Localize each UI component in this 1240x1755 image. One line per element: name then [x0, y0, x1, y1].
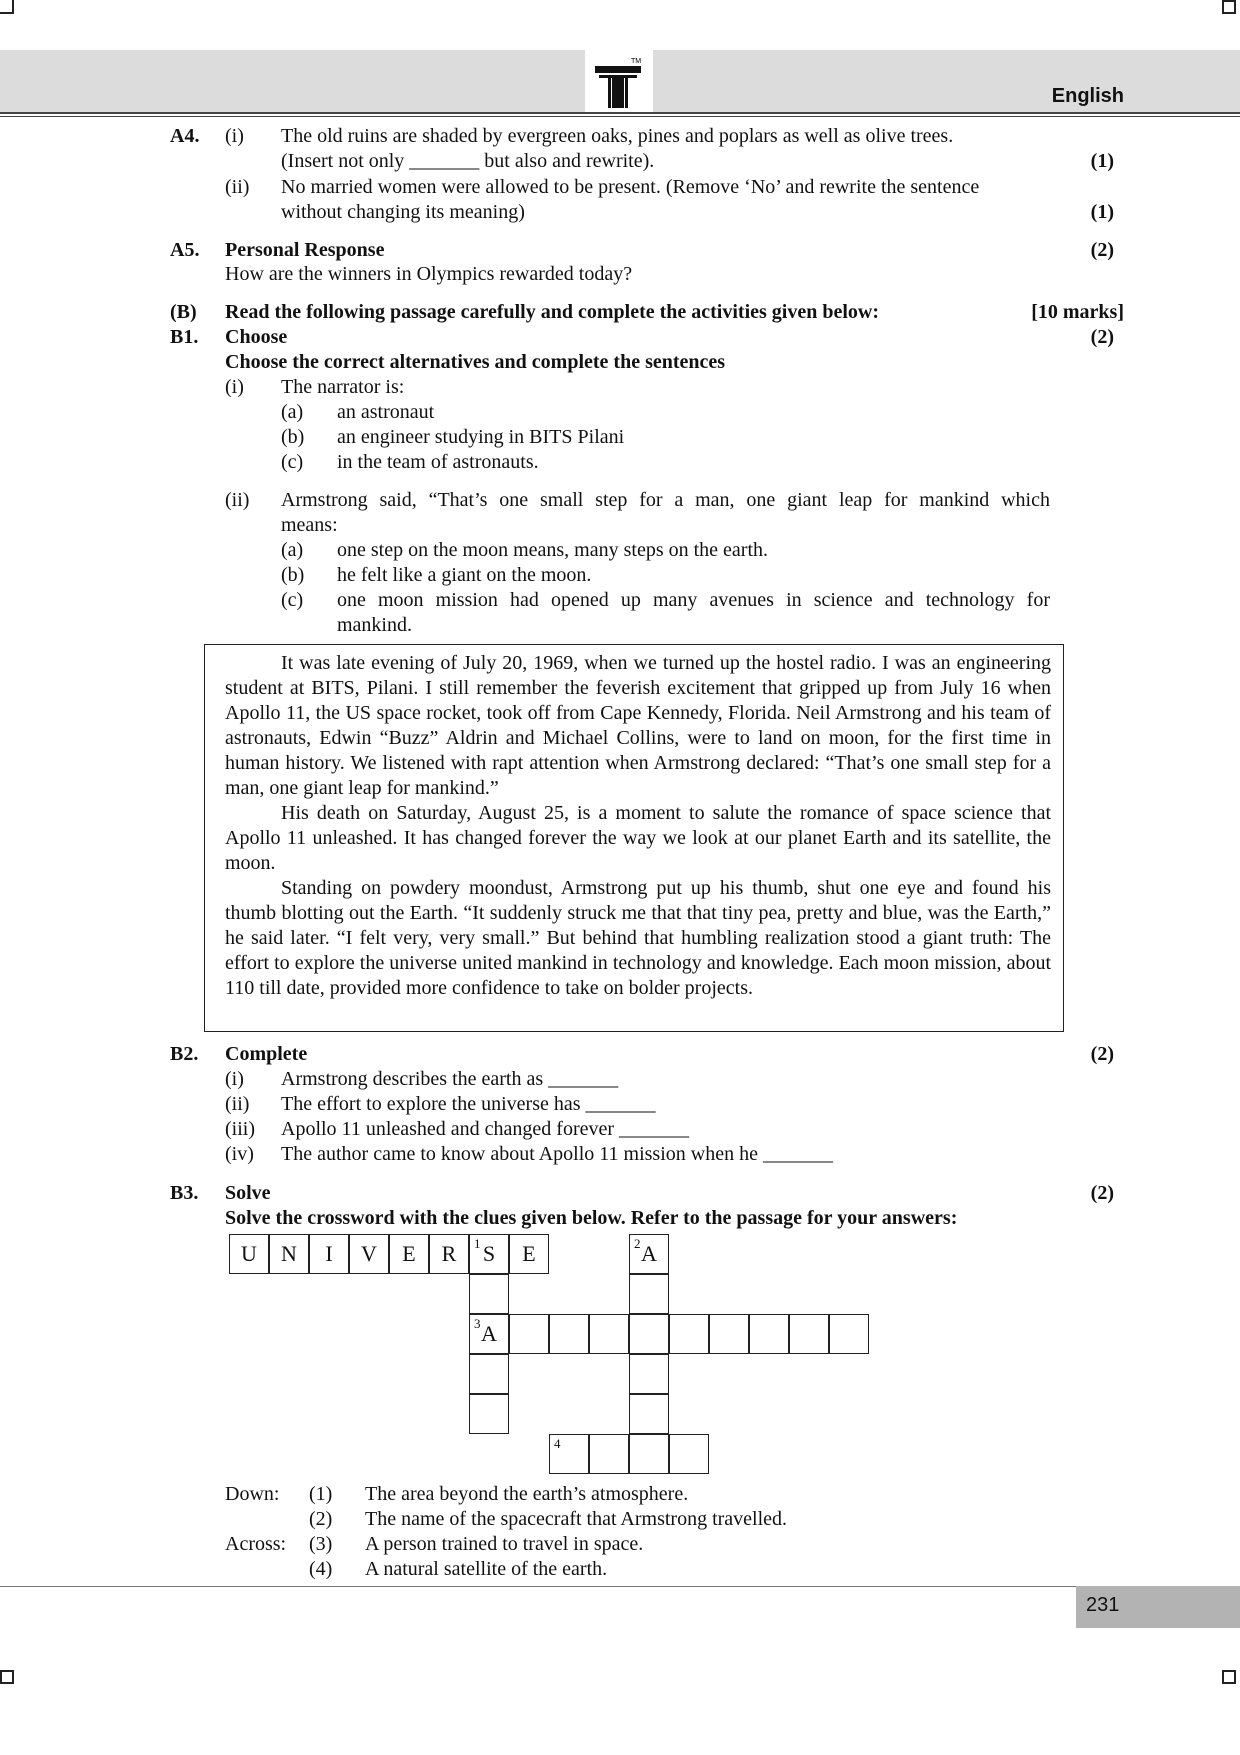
clue-text: The area beyond the earth’s atmosphere. [365, 1483, 689, 1505]
footer-rule [0, 1586, 1240, 1587]
clue-group-label: Down: [225, 1483, 280, 1505]
clue-group-label: Across: [225, 1533, 287, 1555]
question-text: No married women were allowed to be present. (Remove ‘No’ and rewrite the sentence [281, 176, 980, 198]
item-label: (iii) [225, 1118, 255, 1140]
crop-mark-bottom-left [0, 1670, 14, 1684]
crop-mark-top-right [1222, 0, 1236, 14]
clue-text: A natural satellite of the earth. [365, 1558, 608, 1580]
cell-letter: I [325, 1241, 333, 1266]
question-text: The effort to explore the universe has _______ [281, 1093, 656, 1115]
question-text: The author came to know about Apollo 11 mission when he _______ [281, 1143, 833, 1165]
marks: (2) [1090, 1182, 1114, 1204]
section-marks: [10 marks] [1031, 301, 1124, 323]
question-number: B3. [170, 1182, 199, 1204]
crossword-cell[interactable] [629, 1434, 669, 1474]
option-text: in the team of astronauts. [337, 451, 539, 473]
item-label: (i) [225, 1068, 244, 1090]
crossword-cell[interactable] [269, 1234, 309, 1274]
question-text: Apollo 11 unleashed and changed forever _______ [281, 1118, 690, 1140]
question-number: A5. [170, 239, 200, 261]
question-text: without changing its meaning) [281, 201, 525, 223]
section-title: Personal Response [225, 239, 385, 261]
crossword-cell[interactable] [629, 1234, 669, 1274]
option-text: one moon mission had opened up many avenues in science and technology for [337, 589, 1050, 611]
marks: (1) [1090, 201, 1114, 223]
crossword-cell[interactable] [629, 1354, 669, 1394]
clue-number: 4 [554, 1436, 561, 1451]
marks: (2) [1090, 239, 1114, 261]
crossword-cell[interactable] [589, 1314, 629, 1354]
svg-text:TM: TM [631, 58, 642, 65]
clue-label: (3) [309, 1533, 333, 1555]
crossword-cell[interactable] [509, 1314, 549, 1354]
clue-label: (1) [309, 1483, 333, 1505]
cell-letter: N [281, 1241, 297, 1266]
header-rule-thin [0, 116, 1240, 117]
crossword-cell[interactable] [309, 1234, 349, 1274]
crossword-cell[interactable] [629, 1314, 669, 1354]
section-title: Choose [225, 326, 288, 348]
clue-label: (2) [309, 1508, 333, 1530]
cell-letter: A [641, 1241, 657, 1266]
cell-letter: V [361, 1241, 377, 1266]
crossword-cell[interactable] [469, 1234, 509, 1274]
crossword-cell[interactable] [349, 1234, 389, 1274]
cell-letter: U [241, 1241, 257, 1266]
crossword-cell[interactable] [469, 1394, 509, 1434]
crossword-cell[interactable] [629, 1274, 669, 1314]
option-text: mankind. [337, 614, 412, 636]
section-subtitle: Solve the crossword with the clues given below. Refer to the passage for your answers: [225, 1207, 958, 1229]
crossword-cell[interactable] [229, 1234, 269, 1274]
clue-text: A person trained to travel in space. [365, 1533, 644, 1555]
marks: (2) [1090, 1043, 1114, 1065]
question-text: means: [281, 514, 338, 536]
cell-letter: R [441, 1241, 457, 1266]
clue-number: 2 [634, 1236, 641, 1251]
crossword-cell[interactable] [469, 1354, 509, 1394]
crossword-cell[interactable] [469, 1274, 509, 1314]
question-text: Armstrong describes the earth as _______ [281, 1068, 619, 1090]
question-number: B2. [170, 1043, 199, 1065]
crossword-cell[interactable] [549, 1314, 589, 1354]
crossword-cell[interactable] [669, 1314, 709, 1354]
question-number: A4. [170, 125, 200, 147]
option-label: (c) [281, 589, 304, 611]
section-title: Complete [225, 1043, 308, 1065]
item-label: (iv) [225, 1143, 254, 1165]
clue-text: The name of the spacecraft that Armstrong travelled. [365, 1508, 788, 1530]
question-text: The old ruins are shaded by evergreen oaks, pines and poplars as well as olive trees. [281, 125, 954, 147]
section-title: Solve [225, 1182, 271, 1204]
item-label: (ii) [225, 489, 250, 511]
crop-mark-bottom-right [1222, 1670, 1236, 1684]
item-label: (ii) [225, 176, 250, 198]
crop-mark-top-left [0, 0, 14, 14]
option-text: he felt like a giant on the moon. [337, 564, 592, 586]
section-instruction: Read the following passage carefully and complete the activities given below: [225, 301, 880, 323]
crossword-cell[interactable] [829, 1314, 869, 1354]
crossword-cell[interactable] [749, 1314, 789, 1354]
crossword-cell[interactable] [389, 1234, 429, 1274]
crossword-cell[interactable] [589, 1434, 629, 1474]
crossword-cell[interactable] [429, 1234, 469, 1274]
option-text: one step on the moon means, many steps on the earth. [337, 539, 769, 561]
section-number: (B) [170, 301, 197, 323]
cell-letter: A [481, 1321, 497, 1346]
crossword-cell[interactable] [669, 1434, 709, 1474]
item-label: (ii) [225, 1093, 250, 1115]
cell-letter: E [402, 1241, 416, 1266]
marks: (1) [1090, 150, 1114, 172]
crossword-cell[interactable] [709, 1314, 749, 1354]
question-text: Armstrong said, “That’s one small step for a man, one giant leap for mankind which [281, 489, 1050, 511]
crossword-cell[interactable] [629, 1394, 669, 1434]
option-text: an engineer studying in BITS Pilani [337, 426, 625, 448]
clue-label: (4) [309, 1558, 333, 1580]
option-label: (a) [281, 539, 304, 561]
section-subtitle: Choose the correct alternatives and complete the sentences [225, 351, 726, 373]
cell-letter: E [522, 1241, 536, 1266]
crossword-cell[interactable] [549, 1434, 589, 1474]
clue-number: 3 [474, 1316, 481, 1331]
question-text: The narrator is: [281, 376, 405, 398]
publisher-logo [585, 50, 653, 112]
option-label: (c) [281, 451, 304, 473]
header-rule [0, 112, 1240, 114]
subject-title: English [1051, 85, 1124, 107]
passage-paragraph: It was late evening of July 20, 1969, when we turned up the hostel radio. I was an engineering student at BITS, Pilani. I still remember the feverish excitement that gripped up from July 16 when Apollo 11, the US space rocket, took off from Cape Kennedy, Florida. Neil Armstrong and his team of astronauts, Edwin “Buzz” Aldrin and Michael Collins, were to land on moon, for the first time in human history. We listened with rapt attention when Armstrong declared: “That’s one small step for a man, one giant leap for mankind.” [225, 652, 1051, 799]
question-text: How are the winners in Olympics rewarded today? [225, 263, 633, 285]
clue-number: 1 [474, 1236, 481, 1251]
item-label: (i) [225, 376, 244, 398]
crossword-cell[interactable] [509, 1234, 549, 1274]
crossword-cell[interactable] [789, 1314, 829, 1354]
page-number: 231 [1086, 1594, 1120, 1616]
crossword-cell[interactable] [469, 1314, 509, 1354]
item-label: (i) [225, 125, 244, 147]
passage-box [204, 644, 1064, 1032]
question-text: (Insert not only _______ but also and rewrite). [281, 150, 655, 172]
option-label: (b) [281, 564, 305, 586]
passage-paragraph: His death on Saturday, August 25, is a moment to salute the romance of space science that Apollo 11 unleashed. It has changed forever the way we look at our planet Earth and its satellite, the moon. [225, 802, 1051, 874]
option-label: (a) [281, 401, 304, 423]
cell-letter: S [482, 1241, 496, 1266]
marks: (2) [1090, 326, 1114, 348]
passage-paragraph: Standing on powdery moondust, Armstrong put up his thumb, shut one eye and found his thumb blotting out the Earth. “It suddenly struck me that that tiny pea, pretty and blue, was the Earth,” he said later. “I felt very, very small.” But behind that humbling realization stood a giant truth: The effort to explore the universe united mankind in technology and knowledge. Each moon mission, about 110 till date, provided more confidence to take on bolder projects. [225, 877, 1051, 999]
question-number: B1. [170, 326, 199, 348]
option-text: an astronaut [337, 401, 435, 423]
option-label: (b) [281, 426, 305, 448]
